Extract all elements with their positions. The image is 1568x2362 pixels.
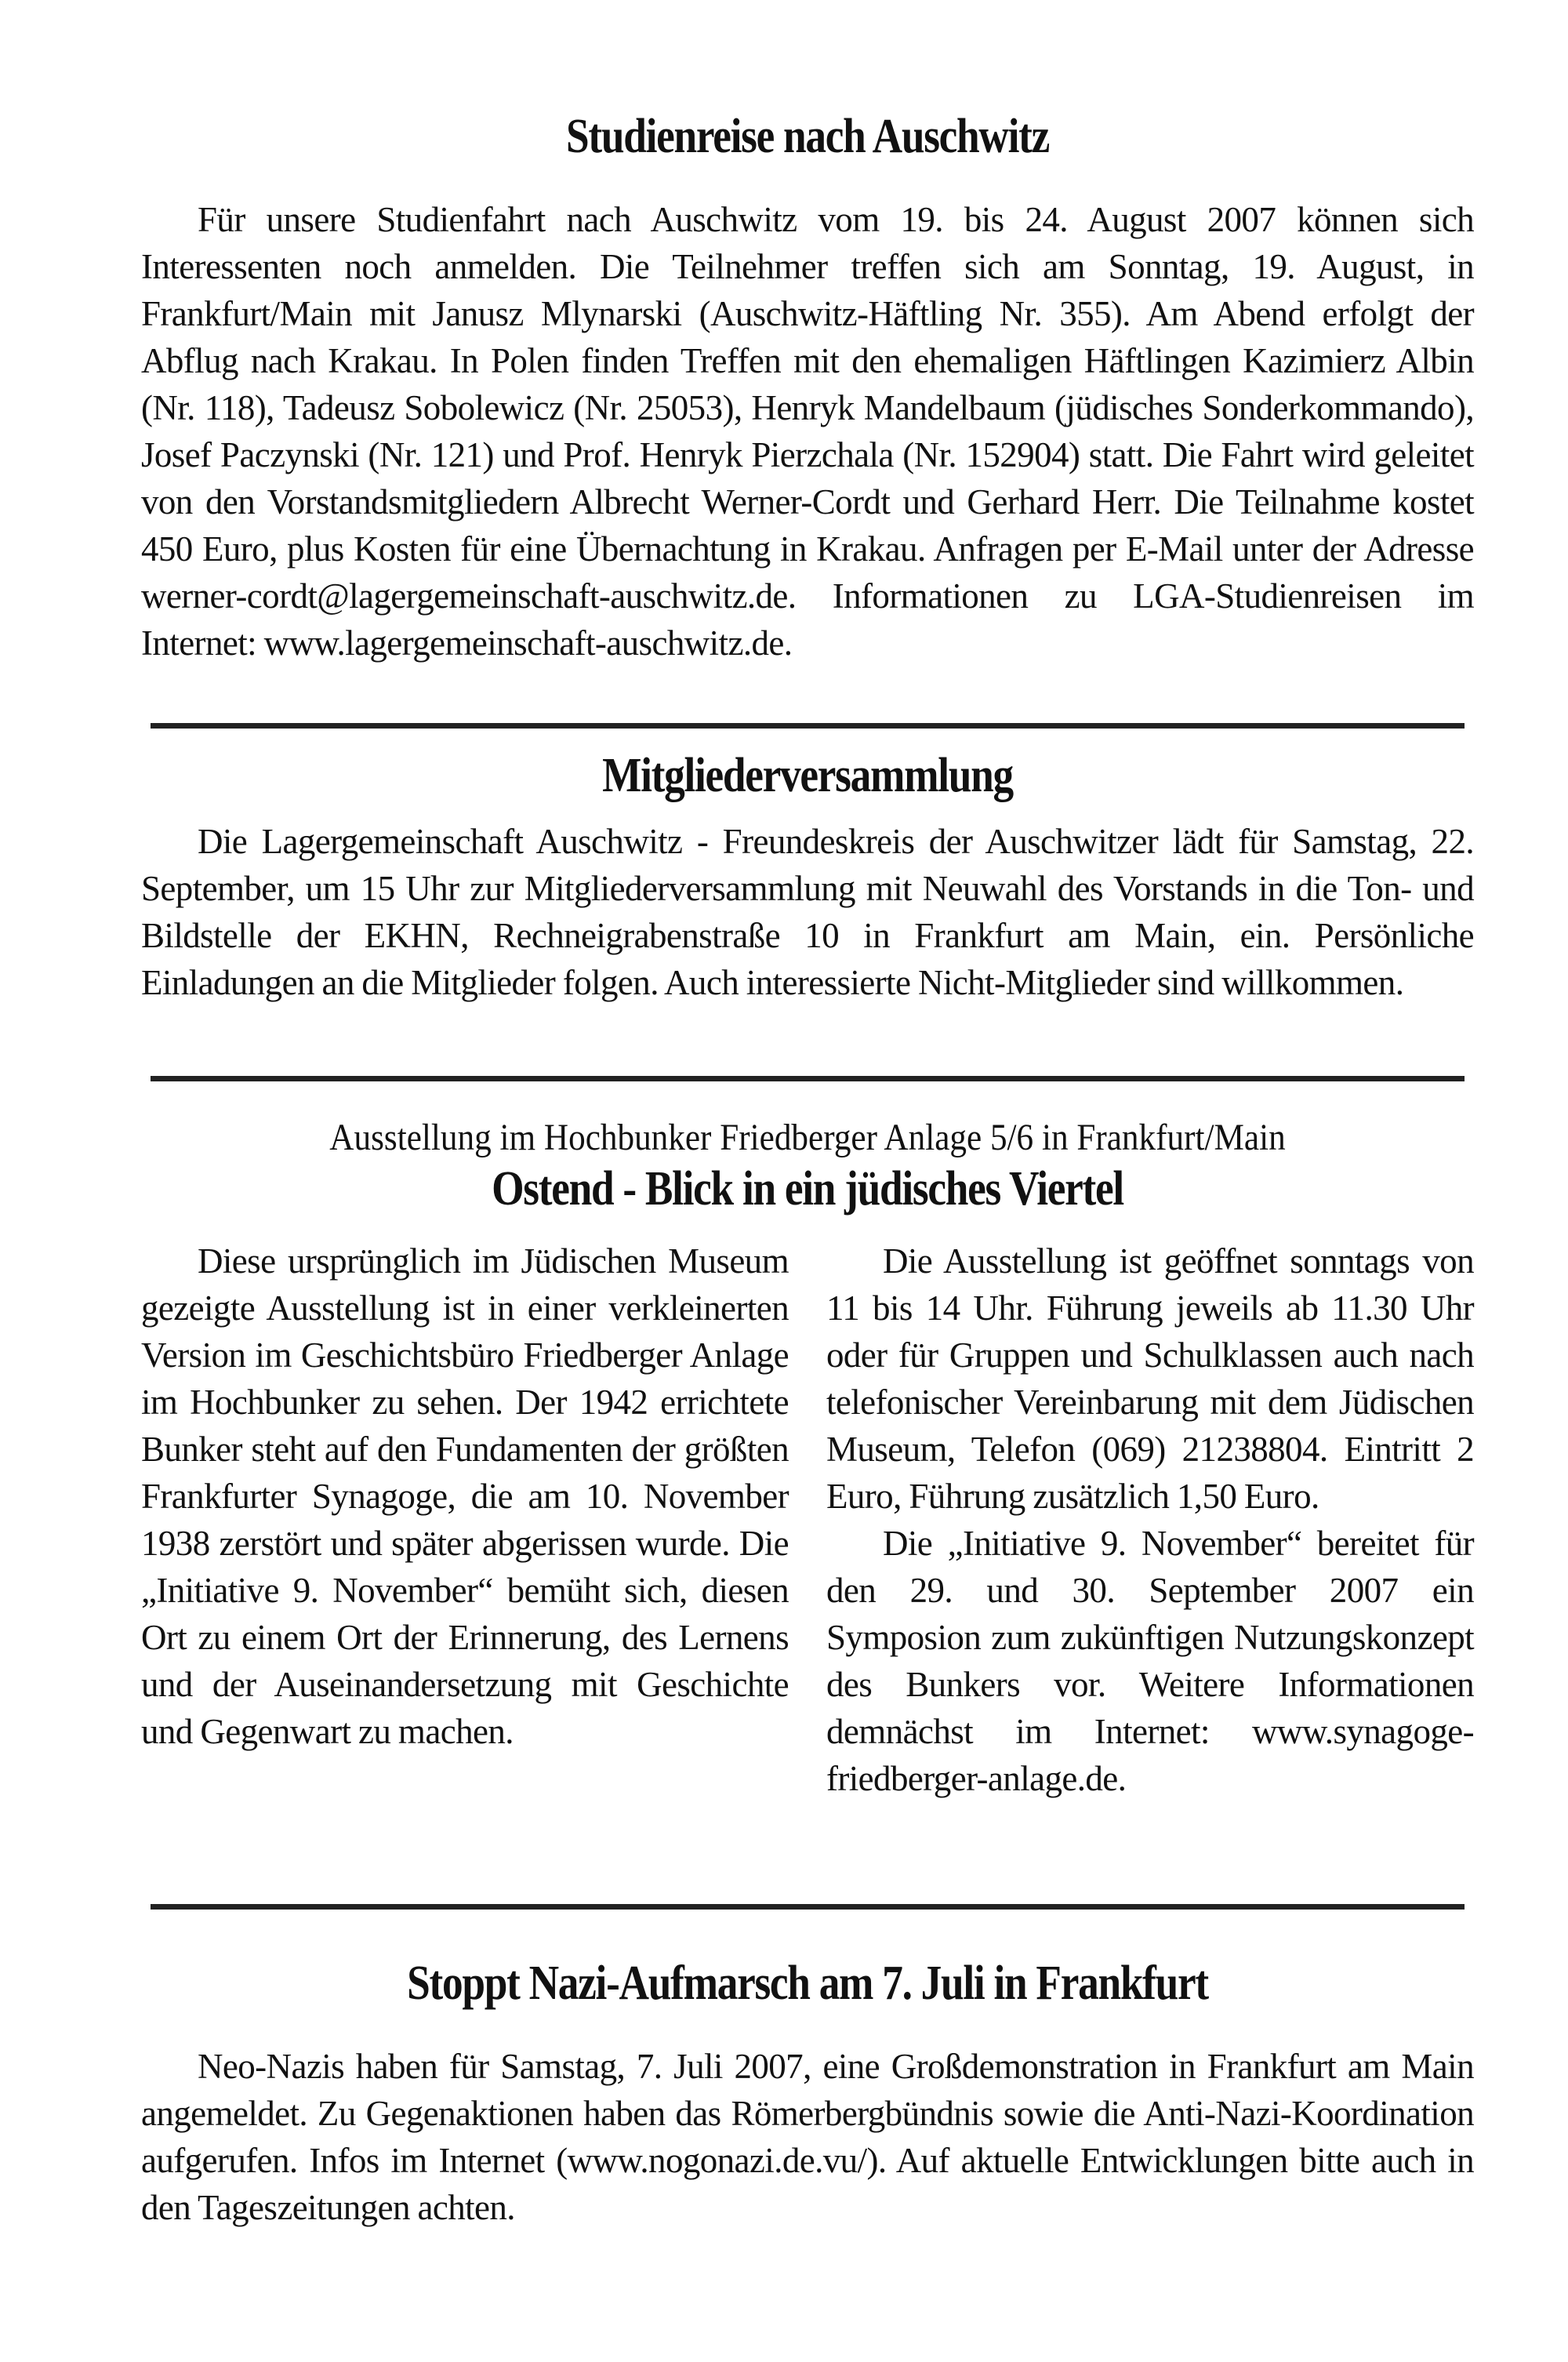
- section-mitgliederversammlung: [141, 749, 1474, 1006]
- section-subheading: Ausstellung im Hochbunker Friedberger Anlage 5/6 in Frankfurt/Main: [329, 1117, 1286, 1158]
- section-heading: Mitgliederversammlung: [602, 749, 1013, 802]
- section-paragraph: Neo-Nazis haben für Samstag, 7. Juli 2007, eine Großdemonstration in Frankfurt am Main angemeldet. Zu Gegenaktionen haben das Römerbergbündnis sowie die Anti-Nazi-Koordination aufgerufen. Infos im Internet (www.nogonazi.de.vu/). Auf aktuelle Entwicklungen bitte auch in den Tageszeitungen achten.: [141, 2047, 1474, 2228]
- section-divider: [151, 723, 1465, 729]
- two-column-layout: [141, 1237, 1474, 1802]
- section-paragraph: Für unsere Studienfahrt nach Auschwitz vom 19. bis 24. August 2007 können sich Interessenten noch anmelden. Die Teilnehmer treffen sich am Sonntag, 19. August, in Frankfurt/Main mit Janusz Mlynarski (Auschwitz-Häftling Nr. 355). Am Abend erfolgt der Abflug nach Krakau. In Polen finden Treffen mit den ehemaligen Häftlingen Kazimierz Albin (Nr. 118), Tadeusz Sobolewicz (Nr. 25053), Henryk Mandelbaum (jüdisches Sonderkommando), Josef Paczynski (Nr. 121) und Prof. Henryk Pierzchala (Nr. 152904) statt. Die Fahrt wird geleitet von den Vorstandsmitgliedern Albrecht Werner-Cordt und Gerhard Herr. Die Teilnahme kostet 450 Euro, plus Kosten für eine Übernachtung in Krakau. Anfragen per E-Mail unter der Adresse werner-cordt@lagergemeinschaft-auschwitz.de. Informationen zu LGA-Studienreisen im Internet: www.lagergemeinschaft-auschwitz.de.: [141, 200, 1474, 663]
- section-nazi-aufmarsch: [141, 1957, 1474, 2231]
- section-divider: [151, 1076, 1465, 1081]
- column-paragraph: Die Ausstellung ist geöffnet sonntags von 11 bis 14 Uhr. Führung jeweils ab 11.30 Uhr oder für Gruppen und Schulklassen auch nach telefonischer Vereinbarung mit dem Jüdischen Museum, Telefon (069) 21238804. Eintritt 2 Euro, Führung zusätzlich 1,50 Euro.: [826, 1241, 1474, 1516]
- column-left: [141, 1237, 789, 1802]
- section-divider: [151, 1904, 1465, 1910]
- section-paragraph: Die Lagergemeinschaft Auschwitz - Freundeskreis der Auschwitzer lädt für Samstag, 22. September, um 15 Uhr zur Mitgliederversammlung mit Neuwahl des Vorstands in die Ton- und Bildstelle der EKHN, Rechneigrabenstraße 10 in Frankfurt am Main, ein. Persönliche Einladungen an die Mitglieder folgen. Auch interessierte Nicht-Mitglieder sind willkommen.: [141, 822, 1474, 1003]
- section-studienreise: [141, 110, 1474, 667]
- section-ausstellung: [141, 1117, 1474, 1802]
- column-paragraph: Diese ursprünglich im Jüdischen Museum gezeigte Ausstellung ist in einer verkleinerten Version im Geschichtsbüro Friedberger Anlage im Hochbunker zu sehen. Der 1942 errichtete Bunker steht auf den Fundamenten der größten Frankfurter Synagoge, die am 10. November 1938 zerstört und später abgerissen wurde. Die „Initiative 9. November“ bemüht sich, diesen Ort zu einem Ort der Erinnerung, des Lernens und der Auseinandersetzung mit Geschichte und Gegenwart zu machen.: [141, 1241, 789, 1751]
- column-right: [826, 1237, 1474, 1802]
- column-paragraph: Die „Initiative 9. November“ bereitet für den 29. und 30. September 2007 ein Symposion zum zukünftigen Nutzungskonzept des Bunkers vor. Weitere Informationen demnächst im Internet: www.synagoge-friedberger-anlage.de.: [826, 1523, 1474, 1798]
- section-heading: Stoppt Nazi-Aufmarsch am 7. Juli in Frankfurt: [407, 1957, 1208, 2010]
- section-heading: Ostend - Blick in ein jüdisches Viertel: [492, 1161, 1123, 1216]
- section-heading: Studienreise nach Auschwitz: [566, 110, 1049, 163]
